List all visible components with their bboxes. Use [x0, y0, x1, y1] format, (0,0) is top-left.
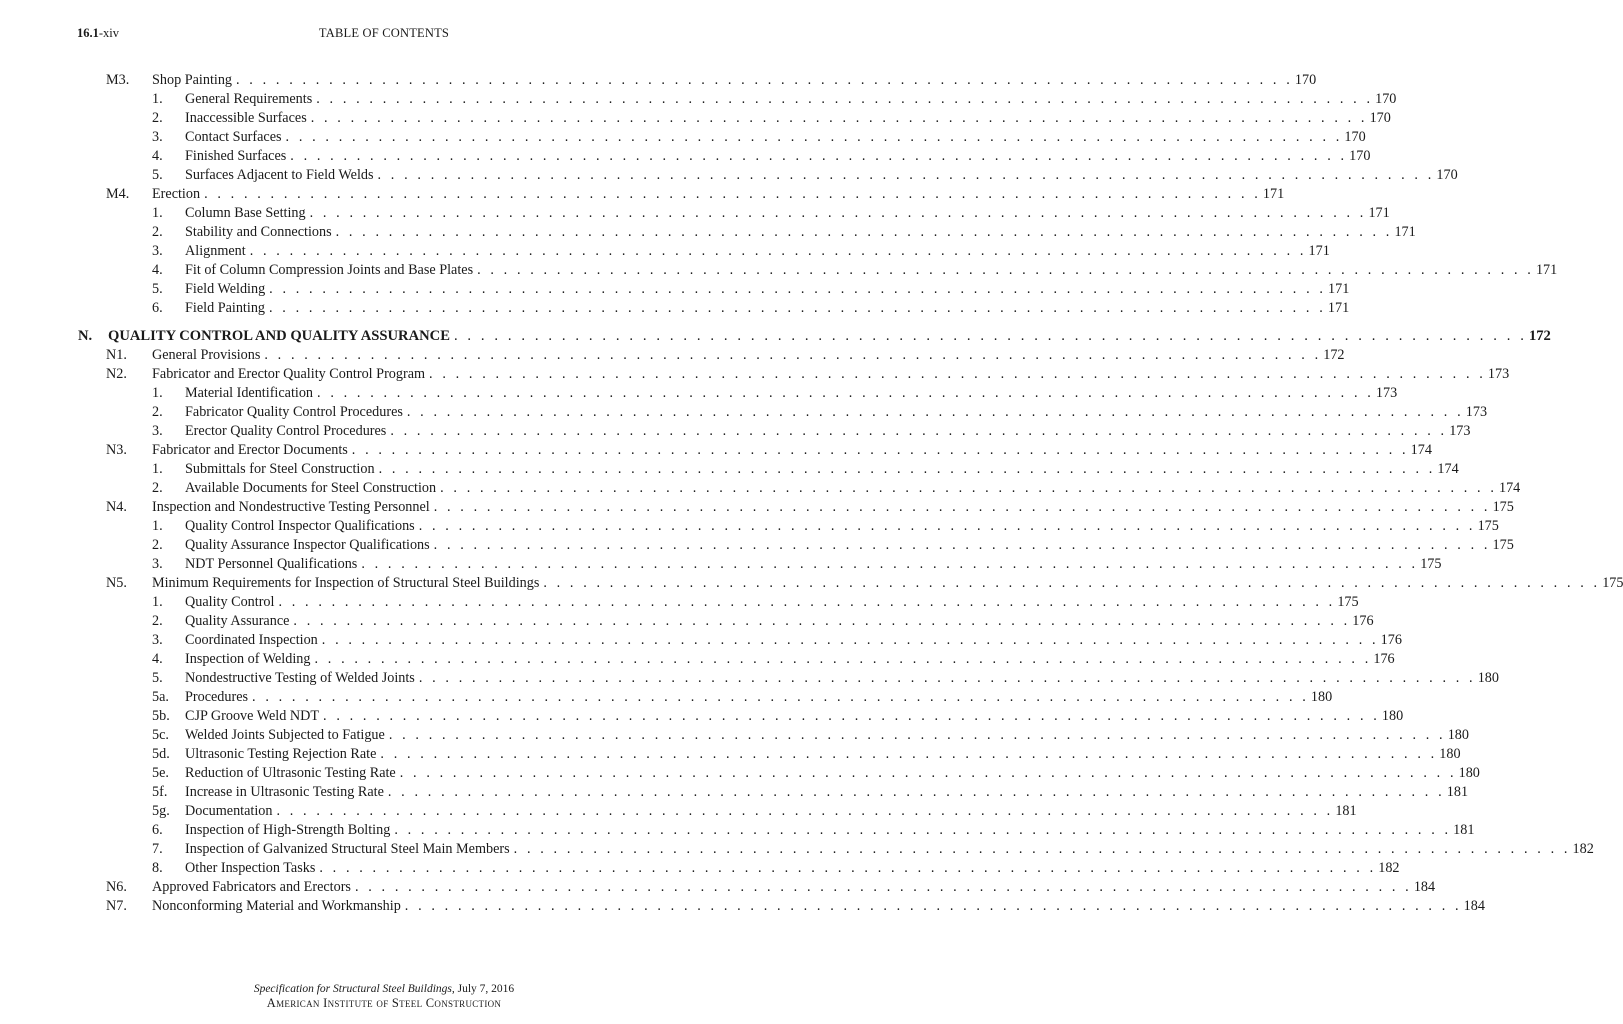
- toc-row: [0, 365, 1510, 384]
- toc-entry-title: Coordinated Inspection: [185, 632, 318, 648]
- toc-entry-title: Contact Surfaces: [185, 129, 282, 145]
- toc-section-code: 2.: [152, 404, 163, 420]
- toc-dot-leader: . . . . . . . . . . . . . . . . . . . . . . . . . . . . . . . . . . . . . . . . . . . . . . . . . . . . . . . . . . . . . . . . . . . . . . . . . . . . . . . .: [269, 300, 1326, 316]
- toc-entry: [185, 517, 1499, 536]
- toc-section-code: 3.: [152, 243, 163, 259]
- toc-dot-leader: . . . . . . . . . . . . . . . . . . . . . . . . . . . . . . . . . . . . . . . . . . . . . . . . . . . . . . . . . . . . . . . . . . . . . . . . . . . . . . . .: [418, 670, 1476, 686]
- toc-row: [0, 147, 1371, 166]
- toc-entry-title: QUALITY CONTROL AND QUALITY ASSURANCE: [108, 328, 450, 344]
- toc-entry: [185, 631, 1402, 650]
- toc-row: [0, 479, 1521, 498]
- toc-entry: [185, 764, 1480, 783]
- toc-page-number: 180: [1381, 708, 1404, 724]
- toc-entry: [185, 403, 1488, 422]
- toc-dot-leader: . . . . . . . . . . . . . . . . . . . . . . . . . . . . . . . . . . . . . . . . . . . . . . . . . . . . . . . . . . . . . . . . . . . . . . . . . . . . . . . .: [269, 281, 1327, 297]
- toc-row: [0, 71, 1317, 90]
- toc-page-number: 181: [1335, 803, 1357, 819]
- toc-row: [0, 783, 1469, 802]
- toc-entry: [152, 498, 1514, 517]
- toc-dot-leader: . . . . . . . . . . . . . . . . . . . . . . . . . . . . . . . . . . . . . . . . . . . . . . . . . . . . . . . . . . . . . . . . . . . . . . . . . . . . . . . .: [290, 148, 1348, 164]
- toc-entry: [185, 422, 1471, 441]
- toc-dot-leader: . . . . . . . . . . . . . . . . . . . . . . . . . . . . . . . . . . . . . . . . . . . . . . . . . . . . . . . . . . . . . . . . . . . . . . . . . . . . . . . .: [399, 765, 1457, 781]
- toc-section-code: 2.: [152, 480, 163, 496]
- toc-entry-title: Welded Joints Subjected to Fatigue: [185, 727, 385, 743]
- toc-entry-title: Approved Fabricators and Erectors: [152, 879, 351, 895]
- toc-dot-leader: . . . . . . . . . . . . . . . . . . . . . . . . . . . . . . . . . . . . . . . . . . . . . . . . . . . . . . . . . . . . . . . . . . . . . . . . . . . . . . . .: [323, 708, 1380, 724]
- toc-page-number: 171: [1308, 243, 1330, 259]
- toc-row: [0, 726, 1469, 745]
- toc-dot-leader: . . . . . . . . . . . . . . . . . . . . . . . . . . . . . . . . . . . . . . . . . . . . . . . . . . . . . . . . . . . . . . . . . . . . . . . . . . . . . . . .: [249, 243, 1307, 259]
- toc-entry: [185, 650, 1395, 669]
- toc-row: [0, 745, 1461, 764]
- toc-dot-leader: . . . . . . . . . . . . . . . . . . . . . . . . . . . . . . . . . . . . . . . . . . . . . . . . . . . . . . . . . . . . . . . . . . . . . . . . . . . . . . . .: [429, 366, 1486, 382]
- toc-section-code: 2.: [152, 110, 163, 126]
- toc-entry: [185, 555, 1442, 574]
- toc-entry: [185, 840, 1594, 859]
- toc-row: [0, 897, 1485, 916]
- toc-entry-title: NDT Personnel Qualifications: [185, 556, 358, 572]
- toc-section-code: N5.: [106, 575, 127, 591]
- toc-page-number: 174: [1437, 461, 1459, 477]
- toc-row: [0, 109, 1391, 128]
- toc-dot-leader: . . . . . . . . . . . . . . . . . . . . . . . . . . . . . . . . . . . . . . . . . . . . . . . . . . . . . . . . . . . . . . . . . . . . . . . . . . . . . . . .: [404, 898, 1462, 914]
- toc-row: [0, 593, 1359, 612]
- footer-publication-date: July 7, 2016: [454, 983, 515, 995]
- toc-dot-leader: . . . . . . . . . . . . . . . . . . . . . . . . . . . . . . . . . . . . . . . . . . . . . . . . . . . . . . . . . . . . . . . . . . . . . . . . . . . . . . . .: [354, 879, 1412, 895]
- footer-publication-title: Specification for Structural Steel Buildings,: [253, 983, 455, 995]
- toc-section-code: M4.: [106, 186, 130, 202]
- running-title: TABLE OF CONTENTS: [318, 26, 450, 40]
- toc-section-code: N.: [78, 328, 93, 344]
- toc-entry: [185, 109, 1391, 128]
- toc-row: [0, 460, 1459, 479]
- toc-entry-title: Fabricator and Erector Quality Control Program: [152, 366, 426, 382]
- toc-page-number: 175: [1492, 499, 1514, 515]
- toc-entry-title: Finished Surfaces: [185, 148, 287, 164]
- toc-entry: [185, 384, 1398, 403]
- toc-page-number: 181: [1453, 822, 1475, 838]
- toc-page-number: 170: [1375, 91, 1397, 107]
- toc-page-number: 175: [1420, 556, 1442, 572]
- toc-entry: [185, 261, 1558, 280]
- toc-entry-title: Procedures: [185, 689, 249, 705]
- toc-page-number: 175: [1602, 575, 1623, 591]
- toc-dot-leader: . . . . . . . . . . . . . . . . . . . . . . . . . . . . . . . . . . . . . . . . . . . . . . . . . . . . . . . . . . . . . . . . . . . . . . . . . . . . . . . .: [387, 784, 1445, 800]
- toc-row: [0, 536, 1514, 555]
- toc-section-code: 3.: [152, 129, 163, 145]
- toc-row: [0, 688, 1333, 707]
- toc-dot-leader: . . . . . . . . . . . . . . . . . . . . . . . . . . . . . . . . . . . . . . . . . . . . . . . . . . . . . . . . . . . . . . . . . . . . . . . . . . . . . . . .: [293, 613, 1351, 629]
- toc-page-number: 180: [1310, 689, 1333, 705]
- toc-entry: [152, 878, 1436, 897]
- toc-entry: [185, 802, 1357, 821]
- toc-entry: [185, 783, 1469, 802]
- toc-dot-leader: . . . . . . . . . . . . . . . . . . . . . . . . . . . . . . . . . . . . . . . . . . . . . . . . . . . . . . . . . . . . . . . . . . . . . . . . . . . . . . . .: [310, 110, 1368, 126]
- toc-entry: [185, 223, 1416, 242]
- toc-page-number: 175: [1337, 594, 1359, 610]
- toc-dot-leader: . . . . . . . . . . . . . . . . . . . . . . . . . . . . . . . . . . . . . . . . . . . . . . . . . . . . . . . . . . . . . . . . . . . . . . . . . . . . . . . .: [252, 689, 1309, 705]
- toc-row: [0, 764, 1480, 783]
- toc-page-number: 171: [1535, 262, 1558, 278]
- toc-entry-title: Submittals for Steel Construction: [185, 461, 375, 477]
- footer-publisher: American Institute of Steel Construction: [266, 996, 502, 1010]
- toc-row: [0, 166, 1458, 185]
- toc-page-number: 182: [1378, 860, 1400, 876]
- toc-section-code: 2.: [152, 613, 163, 629]
- toc-page-number: 171: [1262, 186, 1285, 202]
- toc-page-number: 175: [1492, 537, 1514, 553]
- toc-row: [0, 299, 1350, 318]
- toc-entry-title: Field Welding: [185, 281, 266, 297]
- toc-entry-title: General Provisions: [152, 347, 261, 363]
- toc-section-code: 5f.: [152, 784, 168, 800]
- toc-entry: [185, 726, 1469, 745]
- toc-row: [0, 574, 1623, 593]
- toc-row: [0, 859, 1400, 878]
- toc-page-number: 173: [1487, 366, 1510, 382]
- toc-page-number: 176: [1352, 613, 1374, 629]
- toc-section-code: N4.: [106, 499, 127, 515]
- toc-dot-leader: . . . . . . . . . . . . . . . . . . . . . . . . . . . . . . . . . . . . . . . . . . . . . . . . . . . . . . . . . . . . . . . . . . . . . . . . . . . . . . . .: [321, 632, 1379, 648]
- toc-page-number: 174: [1498, 480, 1521, 496]
- toc-row: [0, 840, 1594, 859]
- toc-entry-title: Ultrasonic Testing Rejection Rate: [185, 746, 377, 762]
- toc-page-number: 181: [1446, 784, 1469, 800]
- toc-section-code: M3.: [106, 72, 130, 88]
- toc-entry-title: Fit of Column Compression Joints and Base Plates: [185, 262, 474, 278]
- toc-page-number: 176: [1380, 632, 1402, 648]
- toc-entry: [185, 90, 1397, 109]
- toc-entry-title: Inaccessible Surfaces: [185, 110, 307, 126]
- toc-entry: [185, 688, 1333, 707]
- toc-entry-title: Surfaces Adjacent to Field Welds: [185, 167, 374, 183]
- toc-section-code: 5g.: [152, 803, 170, 819]
- toc-section-code: 1.: [152, 205, 163, 221]
- toc-row: [0, 204, 1390, 223]
- toc-section-code: 3.: [152, 423, 163, 439]
- toc-row: [0, 555, 1442, 574]
- toc-entry-title: Erector Quality Control Procedures: [185, 423, 387, 439]
- toc-entry-title: Documentation: [185, 803, 273, 819]
- toc-row: [0, 185, 1285, 204]
- toc-entry-title: General Requirements: [185, 91, 313, 107]
- toc-page-number: 172: [1528, 328, 1551, 344]
- toc-section-code: 2.: [152, 537, 163, 553]
- toc-dot-leader: . . . . . . . . . . . . . . . . . . . . . . . . . . . . . . . . . . . . . . . . . . . . . . . . . . . . . . . . . . . . . . . . . . . . . . . . . . . . . . . .: [388, 727, 1446, 743]
- toc-entry: [152, 574, 1623, 593]
- toc-entry: [185, 460, 1459, 479]
- toc-entry: [152, 71, 1317, 90]
- toc-entry-title: Nonconforming Material and Workmanship: [152, 898, 401, 914]
- toc-section-code: 1.: [152, 91, 163, 107]
- toc-row: [0, 441, 1432, 460]
- toc-dot-leader: . . . . . . . . . . . . . . . . . . . . . . . . . . . . . . . . . . . . . . . . . . . . . . . . . . . . . . . . . . . . . . . . . . . . . . . . . . . . . . . .: [406, 404, 1464, 420]
- toc-entry: [108, 327, 1551, 346]
- toc-page-number: 171: [1394, 224, 1416, 240]
- toc-entry: [152, 346, 1345, 365]
- toc-entry: [185, 299, 1350, 318]
- toc-dot-leader: . . . . . . . . . . . . . . . . . . . . . . . . . . . . . . . . . . . . . . . . . . . . . . . . . . . . . . . . . . . . . . . . . . . . . . . . . . . . . . . .: [317, 385, 1374, 401]
- toc-entry: [152, 185, 1285, 204]
- toc-dot-leader: . . . . . . . . . . . . . . . . . . . . . . . . . . . . . . . . . . . . . . . . . . . . . . . . . . . . . . . . . . . . . . . . . . . . . . . . . . . . . . . .: [440, 480, 1497, 496]
- toc-row: [0, 669, 1499, 688]
- toc-page-number: 173: [1465, 404, 1488, 420]
- toc-entry-title: Alignment: [185, 243, 246, 259]
- toc-row: [0, 650, 1395, 669]
- toc-dot-leader: . . . . . . . . . . . . . . . . . . . . . . . . . . . . . . . . . . . . . . . . . . . . . . . . . . . . . . . . . . . . . . . . . . . . . . . . . . . . . . . .: [314, 651, 1372, 667]
- toc-page-number: 180: [1477, 670, 1499, 686]
- toc-section-code: 5a.: [152, 689, 169, 705]
- toc-page-number: 173: [1375, 385, 1398, 401]
- toc-dot-leader: . . . . . . . . . . . . . . . . . . . . . . . . . . . . . . . . . . . . . . . . . . . . . . . . . . . . . . . . . . . . . . . . . . . . . . . . . . . . . . . .: [380, 746, 1438, 762]
- toc-section-code: 2.: [152, 224, 163, 240]
- toc-page-number: 180: [1447, 727, 1469, 743]
- toc-page-number: 182: [1572, 841, 1594, 857]
- toc-row: [0, 223, 1416, 242]
- toc-row: [0, 612, 1374, 631]
- toc-section-code: 4.: [152, 262, 163, 278]
- toc-page-number: 175: [1477, 518, 1499, 534]
- toc-entry-title: CJP Groove Weld NDT: [185, 708, 320, 724]
- toc-entry: [185, 707, 1404, 726]
- toc-section-code: N7.: [106, 898, 127, 914]
- toc-dot-leader: . . . . . . . . . . . . . . . . . . . . . . . . . . . . . . . . . . . . . . . . . . . . . . . . . . . . . . . . . . . . . . . . . . . . . . . . . . . . . . . .: [433, 537, 1491, 553]
- toc-dot-leader: . . . . . . . . . . . . . . . . . . . . . . . . . . . . . . . . . . . . . . . . . . . . . . . . . . . . . . . . . . . . . . . . . . . . . . . . . . . . . . . .: [378, 461, 1436, 477]
- toc-dot-leader: . . . . . . . . . . . . . . . . . . . . . . . . . . . . . . . . . . . . . . . . . . . . . . . . . . . . . . . . . . . . . . . . . . . . . . . . . . . . . . . .: [204, 186, 1261, 202]
- toc-row: [0, 403, 1488, 422]
- toc-entry-title: Reduction of Ultrasonic Testing Rate: [185, 765, 396, 781]
- toc-page-number: 173: [1449, 423, 1471, 439]
- toc-dot-leader: . . . . . . . . . . . . . . . . . . . . . . . . . . . . . . . . . . . . . . . . . . . . . . . . . . . . . . . . . . . . . . . . . . . . . . . . . . . . . . . .: [351, 442, 1409, 458]
- toc-dot-leader: . . . . . . . . . . . . . . . . . . . . . . . . . . . . . . . . . . . . . . . . . . . . . . . . . . . . . . . . . . . . . . . . . . . . . . . . . . . . . . . .: [309, 205, 1367, 221]
- toc-page-number: 170: [1436, 167, 1458, 183]
- toc-section-code: 5.: [152, 670, 163, 686]
- page-header: [0, 26, 768, 42]
- toc-entry-title: Shop Painting: [152, 72, 233, 88]
- toc-section-code: N6.: [106, 879, 127, 895]
- toc-entry-title: Available Documents for Steel Construction: [185, 480, 437, 496]
- toc-entry: [152, 897, 1485, 916]
- toc-dot-leader: . . . . . . . . . . . . . . . . . . . . . . . . . . . . . . . . . . . . . . . . . . . . . . . . . . . . . . . . . . . . . . . . . . . . . . . . . . . . . . . .: [278, 594, 1336, 610]
- toc-section-code: 5d.: [152, 746, 170, 762]
- toc-page-number: 184: [1413, 879, 1436, 895]
- toc-dot-leader: . . . . . . . . . . . . . . . . . . . . . . . . . . . . . . . . . . . . . . . . . . . . . . . . . . . . . . . . . . . . . . . . . . . . . . . . . . . . . . . .: [390, 423, 1448, 439]
- toc-page-number: 174: [1410, 442, 1432, 458]
- toc-dot-leader: . . . . . . . . . . . . . . . . . . . . . . . . . . . . . . . . . . . . . . . . . . . . . . . . . . . . . . . . . . . . . . . . . . . . . . . . . . . . . . . .: [316, 91, 1374, 107]
- toc-dot-leader: . . . . . . . . . . . . . . . . . . . . . . . . . . . . . . . . . . . . . . . . . . . . . . . . . . . . . . . . . . . . . . . . . . . . . . . . . . . . . . . .: [477, 262, 1534, 278]
- toc-page-number: 171: [1327, 300, 1350, 316]
- toc-row: [0, 878, 1436, 897]
- toc-row: [0, 517, 1499, 536]
- toc-entry-title: Inspection of Welding: [185, 651, 311, 667]
- toc-entry-title: Minimum Requirements for Inspection of Structural Steel Buildings: [152, 575, 540, 591]
- toc-row: [0, 346, 1345, 365]
- toc-page-number: 172: [1323, 347, 1345, 363]
- toc-page-number: 180: [1439, 746, 1461, 762]
- toc-page-number: 180: [1458, 765, 1480, 781]
- toc-entry-title: Quality Assurance: [185, 613, 290, 629]
- toc-dot-leader: . . . . . . . . . . . . . . . . . . . . . . . . . . . . . . . . . . . . . . . . . . . . . . . . . . . . . . . . . . . . . . . . . . . . . . . . . . . . . . . .: [543, 575, 1601, 591]
- toc-row: [0, 384, 1398, 403]
- toc-row: [0, 802, 1357, 821]
- toc-section-code: 8.: [152, 860, 163, 876]
- toc-dot-leader: . . . . . . . . . . . . . . . . . . . . . . . . . . . . . . . . . . . . . . . . . . . . . . . . . . . . . . . . . . . . . . . . . . . . . . . . . . . . . . . .: [361, 556, 1419, 572]
- toc-row: [0, 90, 1397, 109]
- toc-dot-leader: . . . . . . . . . . . . . . . . . . . . . . . . . . . . . . . . . . . . . . . . . . . . . . . . . . . . . . . . . . . . . . . . . . . . . . . . . . . . . . . .: [513, 841, 1571, 857]
- toc-entry: [185, 593, 1359, 612]
- toc-chapter-row: [0, 327, 1551, 346]
- toc-entry-title: Column Base Setting: [185, 205, 306, 221]
- toc-section-code: 7.: [152, 841, 163, 857]
- toc-page-number: 171: [1328, 281, 1350, 297]
- toc-dot-leader: . . . . . . . . . . . . . . . . . . . . . . . . . . . . . . . . . . . . . . . . . . . . . . . . . . . . . . . . . . . . . . . . . . . . . . . . . . . . . . . .: [319, 860, 1377, 876]
- toc-section-code: 3.: [152, 632, 163, 648]
- toc-entry: [185, 128, 1366, 147]
- toc-entry: [185, 536, 1514, 555]
- toc-section-code: 1.: [152, 594, 163, 610]
- toc-page-number: 176: [1373, 651, 1395, 667]
- toc-section-code: 1.: [152, 518, 163, 534]
- toc-entry: [185, 479, 1521, 498]
- toc-entry-title: Quality Control: [185, 594, 275, 610]
- toc-dot-leader: . . . . . . . . . . . . . . . . . . . . . . . . . . . . . . . . . . . . . . . . . . . . . . . . . . . . . . . . . . . . . . . . . . . . . . . . . . . . . . . .: [276, 803, 1334, 819]
- toc-dot-leader: . . . . . . . . . . . . . . . . . . . . . . . . . . . . . . . . . . . . . . . . . . . . . . . . . . . . . . . . . . . . . . . . . . . . . . . . . . . . . . . .: [264, 347, 1322, 363]
- page-footer: [0, 982, 768, 1010]
- toc-entry: [185, 147, 1371, 166]
- toc-dot-leader: . . . . . . . . . . . . . . . . . . . . . . . . . . . . . . . . . . . . . . . . . . . . . . . . . . . . . . . . . . . . . . . . . . . . . . . . . . . . . . . .: [418, 518, 1476, 534]
- toc-section-code: 1.: [152, 385, 163, 401]
- toc-page-number: 170: [1349, 148, 1371, 164]
- footer-publication-line: [0, 982, 768, 996]
- toc-entry: [185, 821, 1475, 840]
- toc-section-code: 5.: [152, 281, 163, 297]
- toc-section-code: 5b.: [152, 708, 170, 724]
- toc-entry-title: Inspection of Galvanized Structural Steel Main Members: [185, 841, 510, 857]
- toc-page-number: 171: [1368, 205, 1390, 221]
- toc-row: [0, 821, 1475, 840]
- toc-entry-title: Increase in Ultrasonic Testing Rate: [185, 784, 384, 800]
- toc-entry-title: Field Painting: [185, 300, 266, 316]
- toc-row: [0, 422, 1471, 441]
- toc-entry: [185, 669, 1499, 688]
- toc-page-number: 184: [1463, 898, 1485, 914]
- toc-entry-title: Inspection of High-Strength Bolting: [185, 822, 391, 838]
- page-number-roman: -xiv: [98, 26, 120, 40]
- toc-entry: [185, 612, 1374, 631]
- toc-section-code: 4.: [152, 651, 163, 667]
- toc-entry-title: Stability and Connections: [185, 224, 332, 240]
- toc-entry: [185, 242, 1330, 261]
- toc-dot-leader: . . . . . . . . . . . . . . . . . . . . . . . . . . . . . . . . . . . . . . . . . . . . . . . . . . . . . . . . . . . . . . . . . . . . . . . . . . . . . . . .: [453, 328, 1527, 344]
- toc-dot-leader: . . . . . . . . . . . . . . . . . . . . . . . . . . . . . . . . . . . . . . . . . . . . . . . . . . . . . . . . . . . . . . . . . . . . . . . . . . . . . . . .: [377, 167, 1435, 183]
- toc-row: [0, 498, 1514, 517]
- toc-section-code: 5e.: [152, 765, 169, 781]
- toc-row: [0, 707, 1404, 726]
- toc-entry-title: Fabricator Quality Control Procedures: [185, 404, 403, 420]
- toc-page-number: 170: [1344, 129, 1366, 145]
- toc-entry: [152, 441, 1432, 460]
- toc-entry: [185, 166, 1458, 185]
- toc-page-number: 170: [1369, 110, 1391, 126]
- toc-row: [0, 242, 1330, 261]
- toc-section-code: N1.: [106, 347, 127, 363]
- toc-row: [0, 261, 1558, 280]
- toc-section-code: N2.: [106, 366, 127, 382]
- toc-row: [0, 631, 1402, 650]
- toc-page-number: 170: [1294, 72, 1317, 88]
- toc-entry: [152, 365, 1510, 384]
- toc-entry: [185, 859, 1400, 878]
- toc-entry-title: Quality Control Inspector Qualifications: [185, 518, 415, 534]
- toc-dot-leader: . . . . . . . . . . . . . . . . . . . . . . . . . . . . . . . . . . . . . . . . . . . . . . . . . . . . . . . . . . . . . . . . . . . . . . . . . . . . . . . .: [285, 129, 1343, 145]
- toc-row: [0, 280, 1350, 299]
- table-of-contents: [0, 71, 1623, 916]
- toc-dot-leader: . . . . . . . . . . . . . . . . . . . . . . . . . . . . . . . . . . . . . . . . . . . . . . . . . . . . . . . . . . . . . . . . . . . . . . . . . . . . . . . .: [236, 72, 1293, 88]
- toc-section-code: 4.: [152, 148, 163, 164]
- toc-row: [0, 128, 1366, 147]
- toc-entry-title: Nondestructive Testing of Welded Joints: [185, 670, 415, 686]
- toc-section-code: 5.: [152, 167, 163, 183]
- toc-entry-title: Other Inspection Tasks: [185, 860, 316, 876]
- toc-dot-leader: . . . . . . . . . . . . . . . . . . . . . . . . . . . . . . . . . . . . . . . . . . . . . . . . . . . . . . . . . . . . . . . . . . . . . . . . . . . . . . . .: [433, 499, 1491, 515]
- toc-section-code: 1.: [152, 461, 163, 477]
- toc-entry: [185, 204, 1390, 223]
- toc-dot-leader: . . . . . . . . . . . . . . . . . . . . . . . . . . . . . . . . . . . . . . . . . . . . . . . . . . . . . . . . . . . . . . . . . . . . . . . . . . . . . . . .: [335, 224, 1393, 240]
- toc-section-code: 6.: [152, 300, 163, 316]
- toc-section-code: N3.: [106, 442, 127, 458]
- toc-dot-leader: . . . . . . . . . . . . . . . . . . . . . . . . . . . . . . . . . . . . . . . . . . . . . . . . . . . . . . . . . . . . . . . . . . . . . . . . . . . . . . . .: [394, 822, 1452, 838]
- toc-section-code: 3.: [152, 556, 163, 572]
- toc-section-code: 5c.: [152, 727, 169, 743]
- page-number-section: 16.1: [77, 26, 99, 40]
- toc-entry-title: Inspection and Nondestructive Testing Personnel: [152, 499, 430, 515]
- toc-entry: [185, 745, 1461, 764]
- toc-entry-title: Material Identification: [185, 385, 314, 401]
- toc-entry-title: Fabricator and Erector Documents: [152, 442, 348, 458]
- toc-entry-title: Erection: [152, 186, 201, 202]
- toc-entry: [185, 280, 1350, 299]
- toc-entry-title: Quality Assurance Inspector Qualifications: [185, 537, 430, 553]
- toc-section-code: 6.: [152, 822, 163, 838]
